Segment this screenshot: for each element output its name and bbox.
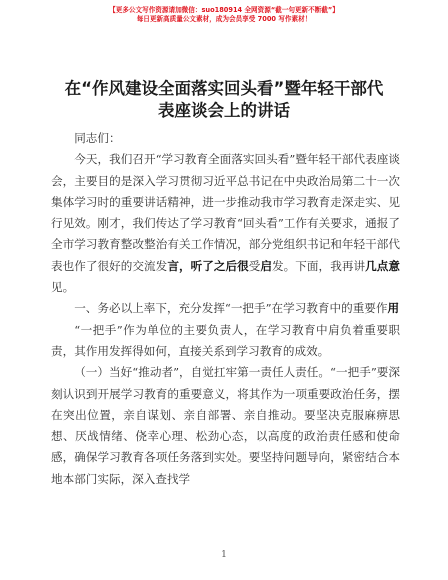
header-banner (0, 6, 448, 24)
section-heading-1-text: 一、务必以上率下，充分发挥“一把手”在学习教育中的重要作 (74, 301, 388, 316)
paragraph-intro-text-2: 受 (248, 258, 261, 273)
paragraph-intro (51, 149, 400, 298)
section-heading-1 (51, 298, 400, 319)
paragraph-intro-text-4: 见。 (51, 280, 75, 295)
paragraph-promoter: （一）当好“推动者”，自觉扛牢第一责任人责任。“一把手”要深刻认识到开展学习教育的重要意义，将其作为一项重要政治任务，摆在突出位置，亲自谋划、亲自部署、亲自推动。要坚决克服麻痹思想、厌战情绪、侥幸心理、松劲心态，以高度的政治责任感和使命感，确保学习教育各项任务落到实处。要坚持问题导向，紧密结合本地本部门实际，深入查找学 (51, 365, 400, 486)
page-number: 1 (221, 550, 227, 560)
paragraph-intro-bold-3: 几点意 (365, 258, 400, 273)
section-heading-1-bold: 用 (387, 301, 400, 316)
salutation: 同志们： (74, 131, 121, 145)
banner-line-2: 每日更新高质量公文素材，成为会员享受 7000 写作素材！ (136, 15, 312, 23)
document-title (30, 78, 418, 122)
paragraph-intro-bold-2: 启 (260, 258, 273, 273)
title-line-1: 在“作风建设全面落实回头看”暨年轻干部代 (64, 79, 384, 98)
banner-line-1: 【更多公文写作资源请加微信：suo180914 全网资源“截一句更新不断截”】 (109, 6, 339, 14)
paragraph-intro-bold-1: 言，听了之后很 (167, 258, 249, 273)
paragraph-leader-role: “一把手”作为单位的主要负责人，在学习教育中肩负着重要职责，其作用发挥得如何，直接关系到学习教育的成效。 (51, 322, 400, 358)
paragraph-intro-text: 今天，我们召开“学习教育全面落实回头看”暨年轻干部代表座谈会，主要目的是深入学习贯彻习近平总书记在中央政治局第二十一次集体学习时的重要讲话精神，进一步推动我市学习教育走深走实、见行见效。刚才，我们传达了学习教育“回头看”工作有关要求，通报了全市学习教育整改整治有关工作情况，部分党组织书记和年轻干部代表也作了很好的交流发 (51, 152, 400, 273)
document-body (51, 128, 400, 490)
paragraph-intro-text-3: 发。下面，我再讲 (272, 258, 366, 273)
title-line-2: 表座谈会上的讲话 (158, 101, 290, 120)
